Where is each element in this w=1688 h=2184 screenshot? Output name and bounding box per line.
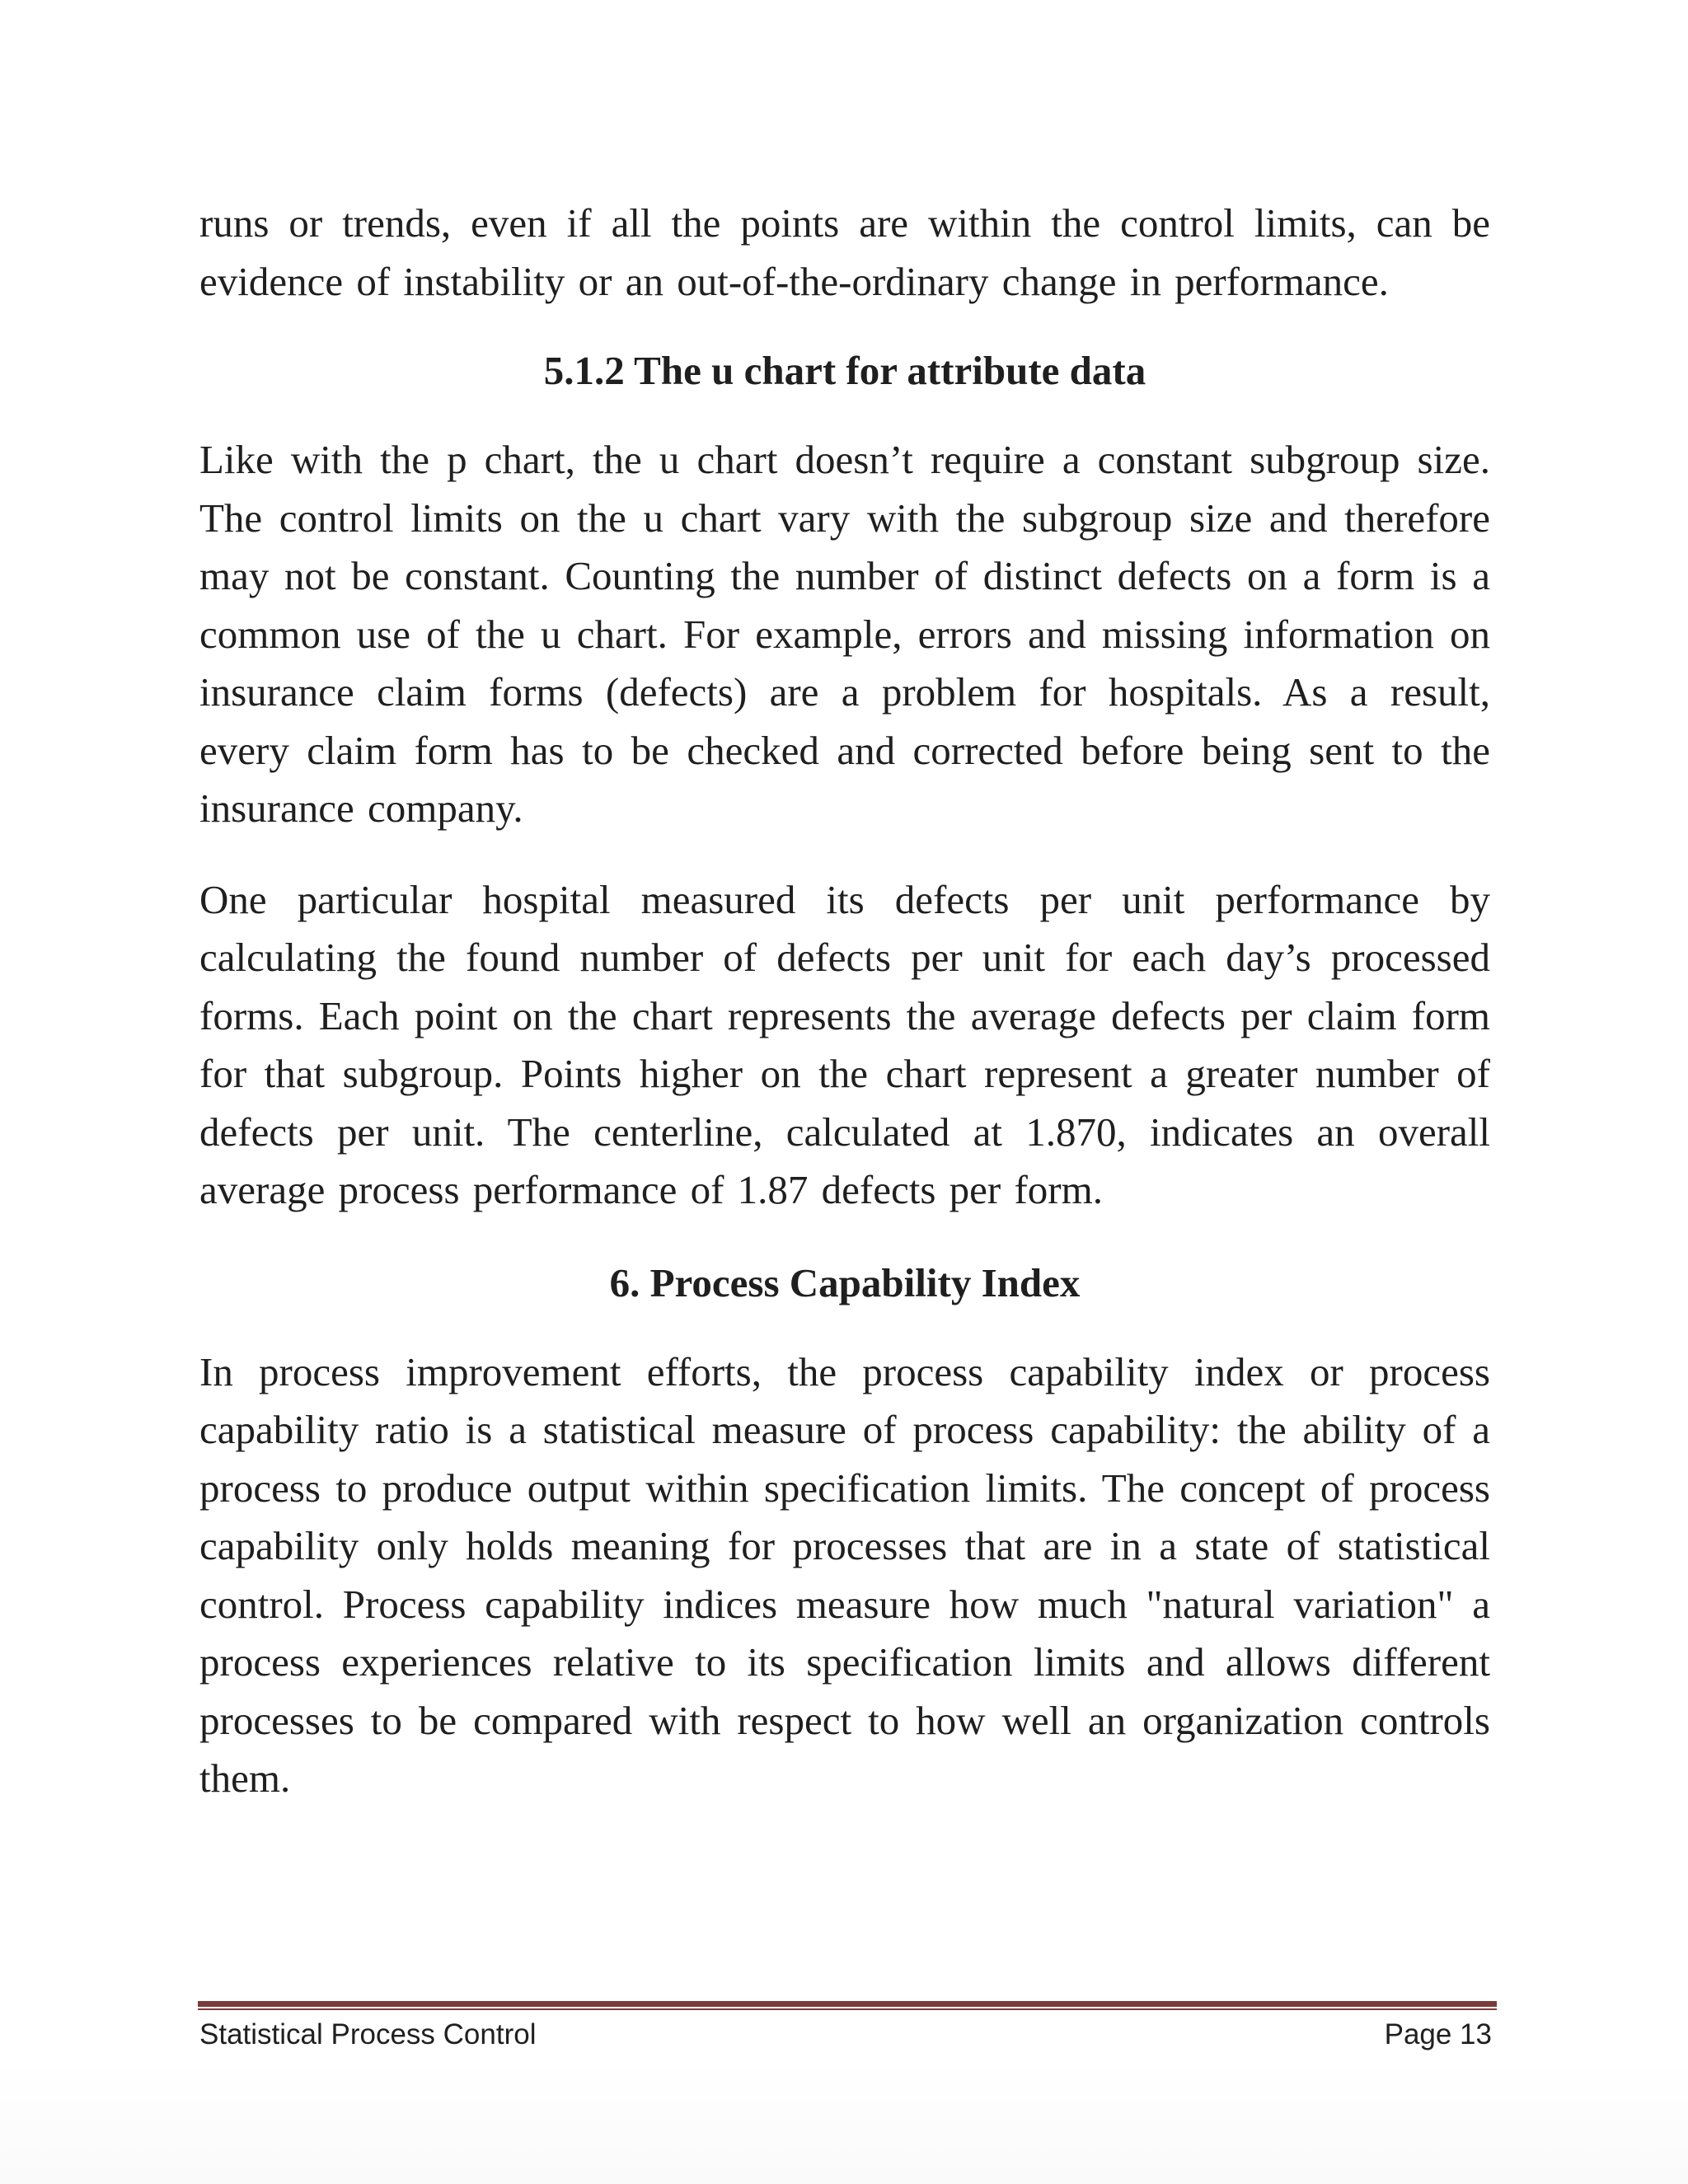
footer-rule-thin <box>198 2008 1497 2010</box>
u-chart-paragraph-2: One particular hospital measured its defects per unit performance by calculating the found number of defects per unit for each day’s processed forms. Each point on the chart represents the average defects per claim form for that subgroup. Points higher on the chart represent a greater number of defects per unit. The centerline, calculated at 1.870, indicates an overall average process performance of 1.87 defects per form. <box>199 876 1490 1212</box>
section-heading-u-chart: 5.1.2 The u chart for attribute data <box>543 348 1146 393</box>
section-heading-capability-index: 6. Process Capability Index <box>609 1259 1081 1305</box>
page-footer <box>199 2014 1492 2055</box>
footer-document-title: Statistical Process Control <box>199 2018 537 2050</box>
u-chart-paragraph-1: Like with the p chart, the u chart doesn’t require a constant subgroup size. The control limits on the u chart vary with the subgroup size and therefore may not be constant. Counting the number of distinct defects on a form is a common use of the u chart. For example, errors and missing information on insurance claim forms (defects) are a problem for hospitals. As a result, every claim form has to be checked and corrected before being sent to the insurance company. <box>199 437 1490 831</box>
capability-paragraph: In process improvement efforts, the process capability index or process capability ratio is a statistical measure of process capability: the ability of a process to produce output within specification limits. The concept of process capability only holds meaning for processes that are in a state of statistical control. Process capability indices measure how much "natural variation" a process experiences relative to its specification limits and allows different processes to be compared with respect to how well an organization controls them. <box>199 1348 1490 1801</box>
footer-page-number: Page 13 <box>1384 2018 1492 2050</box>
footer-rule-thick <box>198 2001 1497 2007</box>
page-content <box>199 194 1490 1808</box>
page-bottom-margin <box>0 2060 1688 2184</box>
intro-paragraph: runs or trends, even if all the points are within the control limits, can be evidence of instability or an out-of-the-ordinary change in performance. <box>199 200 1490 304</box>
